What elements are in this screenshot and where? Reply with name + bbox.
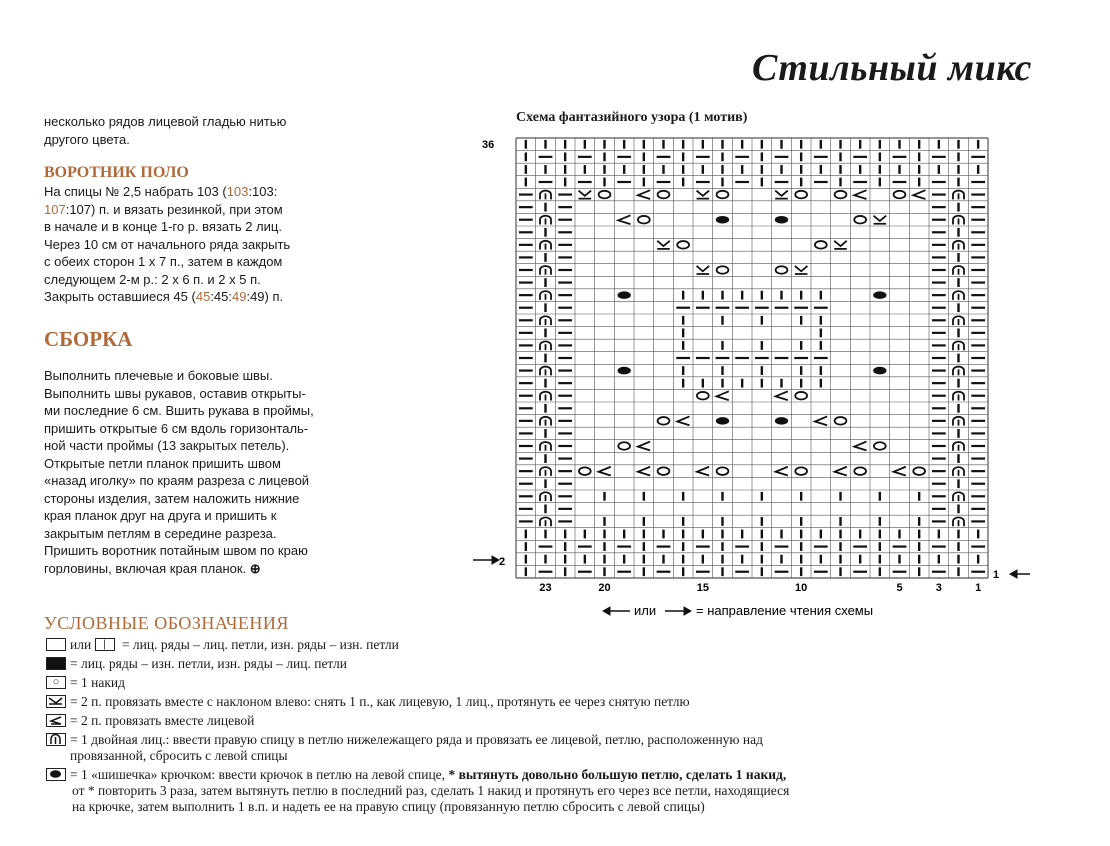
- chart-mark-double-knit: [540, 442, 551, 451]
- chart-mark-k2tog: [835, 467, 847, 476]
- chart-mark-k2tog-left: [834, 241, 847, 249]
- chart-mark-k2tog-left: [657, 241, 670, 249]
- chart-mark-double-knit: [540, 392, 551, 401]
- legend-item: = лиц. ряды – изн. петли, изн. ряды – лиц. петли: [46, 656, 347, 672]
- chart-mark-yarn-over: [854, 467, 866, 475]
- assembly-text: [44, 367, 314, 577]
- chart-bottom-label: 10: [795, 582, 808, 594]
- assembly-line: Выполнить швы рукавов, оставив открыты-: [44, 385, 306, 401]
- chart-mark-double-knit: [540, 316, 551, 325]
- chart-mark-yarn-over: [795, 467, 807, 475]
- chart-mark-double-knit: [540, 216, 551, 225]
- chart-mark-yarn-over: [697, 392, 709, 400]
- assembly-line: ной части проймы (13 закрытых петель).: [44, 438, 290, 453]
- assembly-line: Выполнить плечевые и боковые швы.: [44, 368, 273, 383]
- chart-mark-yarn-over: [835, 417, 847, 425]
- chart-top-row-label: 36: [482, 139, 495, 151]
- chart-bottom-label: 1: [975, 582, 982, 594]
- chart-mark-bobble: [873, 367, 886, 375]
- chart-bottom-label: 3: [935, 582, 942, 594]
- reading-or-text: или: [634, 603, 657, 618]
- collar-line: 107:107) п. и вязать резинкой, при этом: [44, 201, 283, 217]
- chart-mark-bobble: [617, 291, 630, 299]
- chart-left-row-label: 2: [499, 556, 506, 568]
- chart-mark-k2tog-left: [795, 266, 808, 274]
- chart-mark-double-knit: [953, 517, 964, 526]
- collar-line: с обеих сторон 1 х 7 п., затем в каждом: [44, 254, 283, 269]
- intro-line: несколько рядов лицевой гладью нитью: [44, 114, 287, 129]
- chart-mark-yarn-over: [717, 467, 729, 475]
- chart-mark-yarn-over: [795, 392, 807, 400]
- collar-heading: ВОРОТНИК ПОЛО: [44, 164, 189, 181]
- end-mark-icon: ⊕: [249, 560, 261, 576]
- legend-heading: УСЛОВНЫЕ ОБОЗНАЧЕНИЯ: [44, 613, 289, 633]
- chart-mark-double-knit: [953, 216, 964, 225]
- assembly-line: Открытые петли планок пришить швом: [44, 455, 281, 471]
- chart-bottom-label: 15: [696, 582, 709, 594]
- assembly-line: пришить открытые 6 см вдоль горизонталь-: [44, 420, 309, 436]
- chart-mark-double-knit: [953, 442, 964, 451]
- chart-mark-double-knit: [953, 191, 964, 200]
- collar-text: [44, 183, 290, 306]
- chart-mark-yarn-over: [579, 467, 591, 475]
- chart-mark-double-knit: [953, 266, 964, 275]
- chart-mark-yarn-over: [658, 467, 670, 475]
- assembly-heading: СБОРКА: [44, 327, 133, 351]
- yarn-over-icon: ○: [46, 676, 66, 689]
- arrow-right-icon: [473, 556, 499, 564]
- legend-item-cont: от * повторить 3 раза, затем вытянуть петлю в последний раз, сделать 1 накид и протянуть его через все петли, находящиеся: [72, 783, 790, 798]
- legend-item: = 2 п. провязать вместе с наклоном влево: снять 1 п., как лицевую, 1 лиц., протянуть ее через снятую петлю: [46, 694, 690, 710]
- chart-bottom-labels: [539, 582, 981, 594]
- page-title: Стильный микс: [752, 47, 1032, 89]
- chart-mark-k2tog: [815, 416, 827, 425]
- chart-mark-double-knit: [540, 291, 551, 300]
- assembly-line: горловины, включая края планок. ⊕: [44, 560, 261, 576]
- collar-line: в начале и в конце 1-го р. вязать 2 лиц.: [44, 219, 282, 234]
- knitting-chart: [470, 128, 1030, 623]
- chart-mark-k2tog: [599, 467, 611, 476]
- chart-mark-yarn-over: [677, 241, 689, 249]
- chart-mark-k2tog: [697, 467, 709, 476]
- chart-mark-double-knit: [953, 417, 964, 426]
- chart-mark-k2tog: [894, 467, 906, 476]
- chart-mark-double-knit: [540, 367, 551, 376]
- chart-grid-layer: [516, 138, 988, 578]
- chart-mark-k2tog: [776, 467, 788, 476]
- assembly-line: края планок друг на друга и пришить к: [44, 508, 277, 523]
- chart-mark-double-knit: [540, 517, 551, 526]
- chart-mark-double-knit: [540, 492, 551, 501]
- chart-mark-yarn-over: [894, 191, 906, 199]
- chart-mark-yarn-over: [618, 442, 630, 450]
- chart-caption: Схема фантазийного узора (1 мотив): [516, 110, 748, 125]
- chart-mark-double-knit: [540, 191, 551, 200]
- chart-mark-yarn-over: [874, 442, 886, 450]
- chart-mark-yarn-over: [658, 417, 670, 425]
- intro-line: другого цвета.: [44, 131, 130, 147]
- chart-mark-k2tog-left: [697, 191, 710, 199]
- chart-mark-double-knit: [953, 341, 964, 350]
- chart-mark-yarn-over: [658, 191, 670, 199]
- chart-mark-k2tog: [618, 215, 630, 224]
- chart-mark-k2tog: [854, 442, 866, 451]
- bobble-icon: [46, 768, 66, 781]
- collar-line: На спицы № 2,5 набрать 103 (103:103:: [44, 184, 278, 199]
- chart-mark-yarn-over: [599, 191, 611, 199]
- legend-item: или | = лиц. ряды – лиц. петли, изн. ряды – изн. петли: [46, 637, 399, 653]
- assembly-line: ми последние 6 см. Вшить рукава в проймы,: [44, 403, 314, 418]
- reading-note: [603, 603, 873, 618]
- arrow-right-icon: [665, 607, 691, 615]
- chart-mark-yarn-over: [717, 191, 729, 199]
- legend-item: = 1 двойная лиц.: ввести правую спицу в петлю нижележащего ряда и провязать ее лицевой, петлю, расположенную над: [46, 732, 763, 748]
- chart-mark-bobble: [716, 216, 729, 224]
- legend-item: = 2 п. провязать вместе лицевой: [46, 713, 254, 729]
- black-box-icon: [46, 657, 66, 670]
- chart-mark-yarn-over: [913, 467, 925, 475]
- chart-mark-k2tog: [638, 442, 650, 451]
- chart-mark-yarn-over: [776, 266, 788, 274]
- chart-mark-k2tog: [776, 391, 788, 400]
- arrow-left-icon: [1010, 570, 1030, 578]
- chart-bottom-label: 20: [598, 582, 611, 594]
- collar-line: следующем 2-м р.: 2 х 6 п. и 2 х 5 п.: [44, 271, 261, 287]
- vertical-bar-box-icon: |: [95, 638, 115, 651]
- legend-item: = 1 «шишечка» крючком: ввести крючок в петлю на левой спице, * вытянуть довольно большую петлю, сделать 1 накид,: [46, 767, 786, 783]
- chart-mark-bobble: [716, 417, 729, 425]
- legend-item: ○ = 1 накид: [46, 675, 125, 691]
- chart-mark-double-knit: [953, 467, 964, 476]
- chart-mark-k2tog-left: [775, 191, 788, 199]
- assembly-line: «назад иголку» по краям разреза с лицевой: [44, 473, 310, 488]
- assembly-line: Пришить воротник потайным швом по краю: [44, 543, 308, 558]
- chart-mark-yarn-over: [835, 191, 847, 199]
- chart-mark-double-knit: [953, 291, 964, 300]
- chart-mark-double-knit: [953, 492, 964, 501]
- chart-bottom-label: 23: [539, 582, 552, 594]
- chart-mark-double-knit: [540, 341, 551, 350]
- assembly-line: закрытым петлям в середине разреза.: [44, 525, 277, 541]
- double-knit-icon: [46, 733, 66, 746]
- chart-mark-double-knit: [540, 417, 551, 426]
- chart-mark-double-knit: [953, 392, 964, 401]
- chart-mark-yarn-over: [795, 191, 807, 199]
- k2tog-icon: [46, 714, 66, 727]
- chart-mark-k2tog: [677, 416, 689, 425]
- chart-mark-k2tog-left: [697, 266, 710, 274]
- chart-mark-double-knit: [953, 241, 964, 250]
- assembly-line: стороны изделия, затем наложить нижние: [44, 490, 300, 506]
- chart-mark-k2tog: [638, 467, 650, 476]
- reading-note-text: = направление чтения схемы: [696, 603, 874, 618]
- chart-right-row-label: 1: [993, 569, 1000, 581]
- chart-mark-double-knit: [540, 467, 551, 476]
- empty-box-icon: [46, 638, 66, 651]
- chart-mark-k2tog: [854, 190, 866, 199]
- chart-mark-k2tog: [717, 391, 729, 400]
- chart-mark-double-knit: [540, 241, 551, 250]
- chart-mark-yarn-over: [854, 216, 866, 224]
- chart-mark-bobble: [775, 417, 788, 425]
- legend-item-cont: провязанной, сбросить с левой спицы: [70, 748, 288, 763]
- chart-mark-bobble: [617, 367, 630, 375]
- chart-mark-bobble: [775, 216, 788, 224]
- k2tog-left-icon: [46, 695, 66, 708]
- chart-mark-yarn-over: [638, 216, 650, 224]
- chart-mark-k2tog-left: [874, 216, 887, 224]
- chart-mark-k2tog: [913, 190, 925, 199]
- chart-mark-double-knit: [953, 367, 964, 376]
- chart-mark-k2tog-left: [579, 191, 592, 199]
- chart-bottom-label: 5: [896, 582, 903, 594]
- chart-mark-yarn-over: [717, 266, 729, 274]
- intro-text: [44, 113, 286, 148]
- chart-mark-k2tog: [638, 190, 650, 199]
- chart-mark-yarn-over: [815, 241, 827, 249]
- collar-line: Через 10 см от начального ряда закрыть: [44, 236, 291, 252]
- chart-mark-double-knit: [540, 266, 551, 275]
- chart-mark-bobble: [873, 291, 886, 299]
- legend-item-cont: на крючке, затем выполнить 1 в.п. и надеть ее на правую спицу (провязанную петлю сбросить с левой спицы): [72, 799, 705, 814]
- chart-mark-double-knit: [953, 316, 964, 325]
- collar-line: Закрыть оставшиеся 45 (45:45:49:49) п.: [44, 289, 284, 304]
- arrow-left-icon: [603, 607, 630, 615]
